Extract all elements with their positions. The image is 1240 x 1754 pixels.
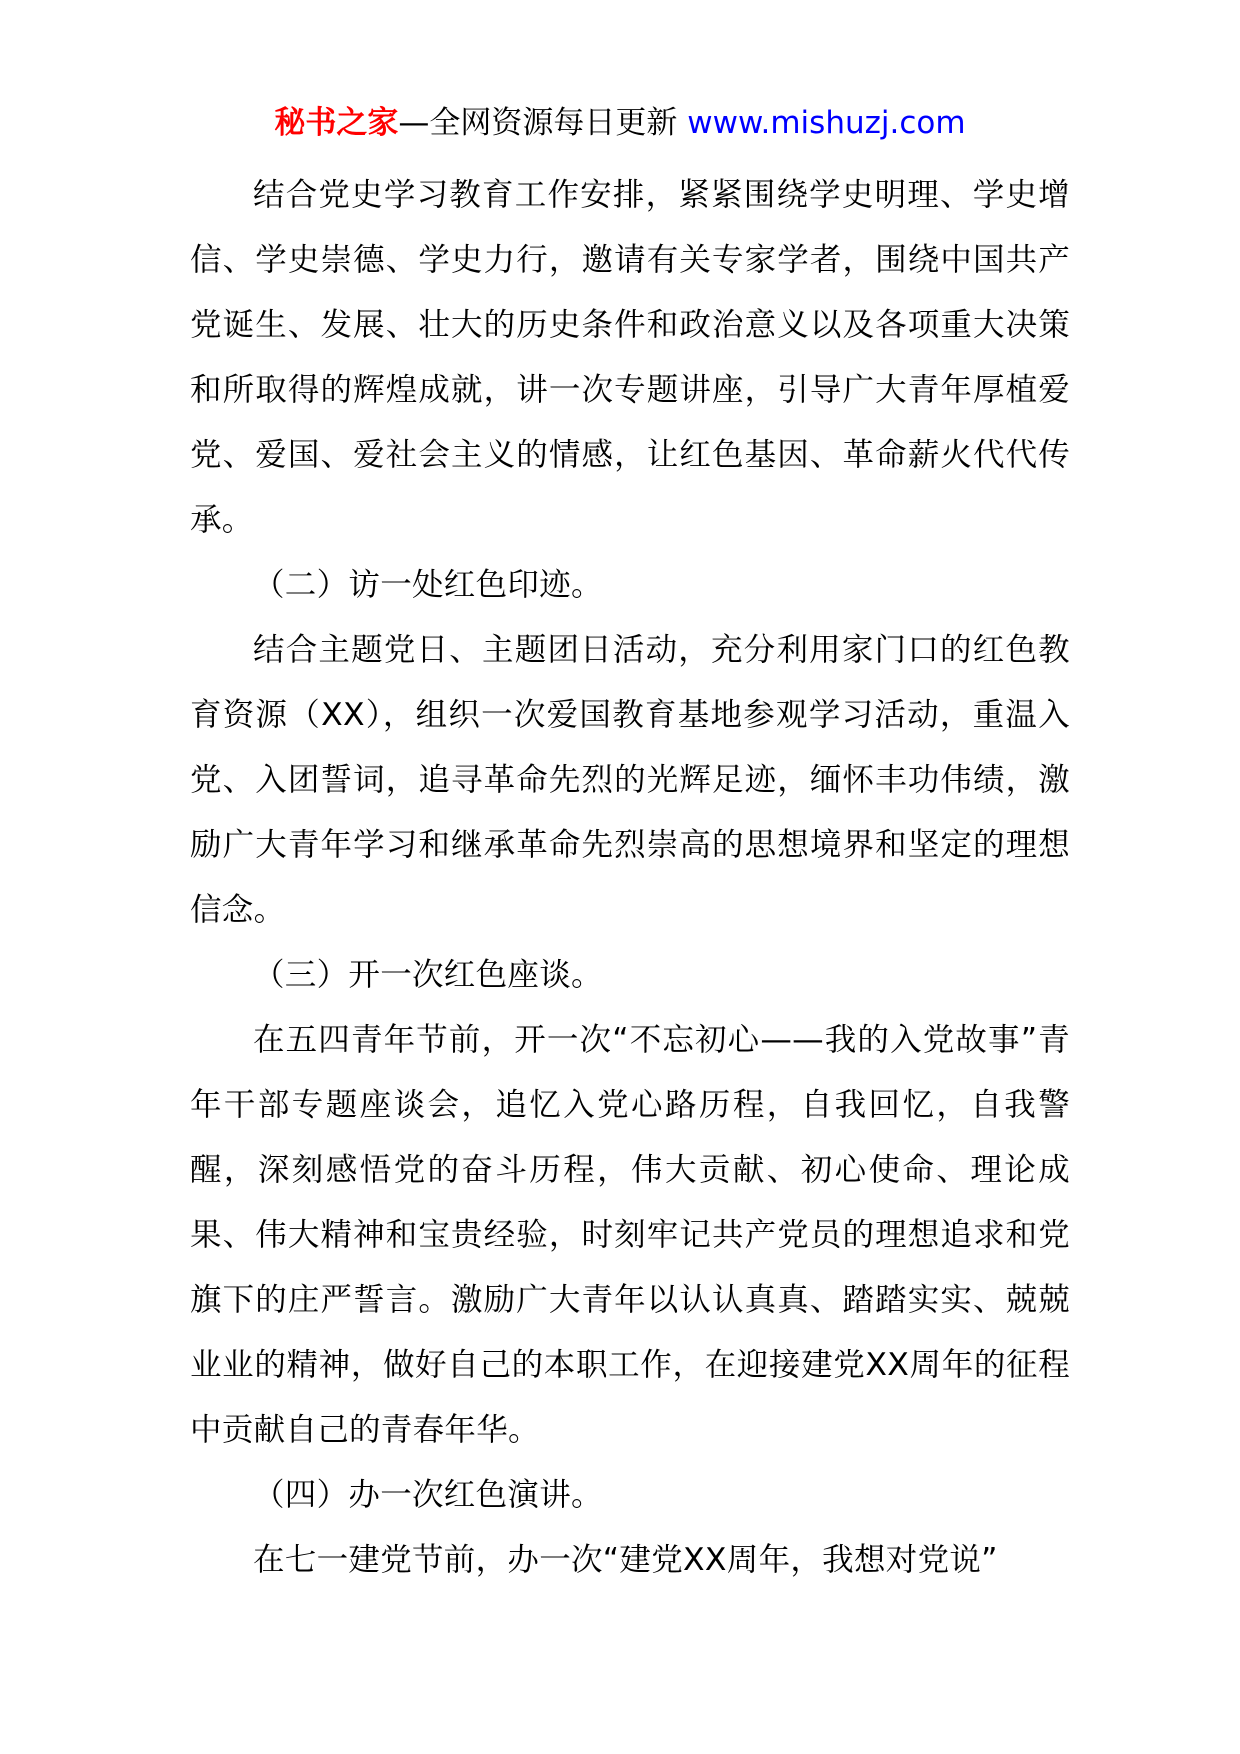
- header-slogan: —全网资源每日更新: [398, 105, 688, 141]
- section-heading-2: （二）访一处红色印迹。: [253, 567, 603, 603]
- brand-name: 秘书之家: [274, 105, 399, 141]
- section-heading-3: （三）开一次红色座谈。: [253, 957, 603, 993]
- document-body: [190, 163, 1070, 1593]
- website-url: www.mishuzj.com: [687, 105, 966, 141]
- section-heading-4: （四）办一次红色演讲。: [253, 1477, 603, 1513]
- paragraph-forum-body: 在五四青年节前，开一次“不忘初心——我的入党故事”青年干部专题座谈会，追忆入党心路历程，自我回忆，自我警醒，深刻感悟党的奋斗历程，伟大贡献、初心使命、理论成果、伟大精神和宝贵经验，时刻牢记共产党员的理想追求和党旗下的庄严誓言。激励广大青年以认认真真、踏踏实实、兢兢业业的精神，做好自己的本职工作，在迎接建党XX周年的征程中贡献自己的青春年华。: [190, 1022, 1070, 1448]
- paragraph-visit-body: 结合主题党日、主题团日活动，充分利用家门口的红色教育资源（XX），组织一次爱国教育基地参观学习活动，重温入党、入团誓词，追寻革命先烈的光辉足迹，缅怀丰功伟绩，激励广大青年学习和继承革命先烈崇高的思想境界和坚定的理想信念。: [190, 632, 1070, 928]
- paragraph-lecture-body: 结合党史学习教育工作安排，紧紧围绕学史明理、学史增信、学史崇德、学史力行，邀请有关专家学者，围绕中国共产党诞生、发展、壮大的历史条件和政治意义以及各项重大决策和所取得的辉煌成就，讲一次专题讲座，引导广大青年厚植爱党、爱国、爱社会主义的情感，让红色基因、革命薪火代代传承。: [190, 177, 1070, 538]
- paragraph-speech-body: 在七一建党节前，办一次“建党XX周年，我想对党说”: [253, 1542, 998, 1578]
- document-header: [0, 101, 1240, 145]
